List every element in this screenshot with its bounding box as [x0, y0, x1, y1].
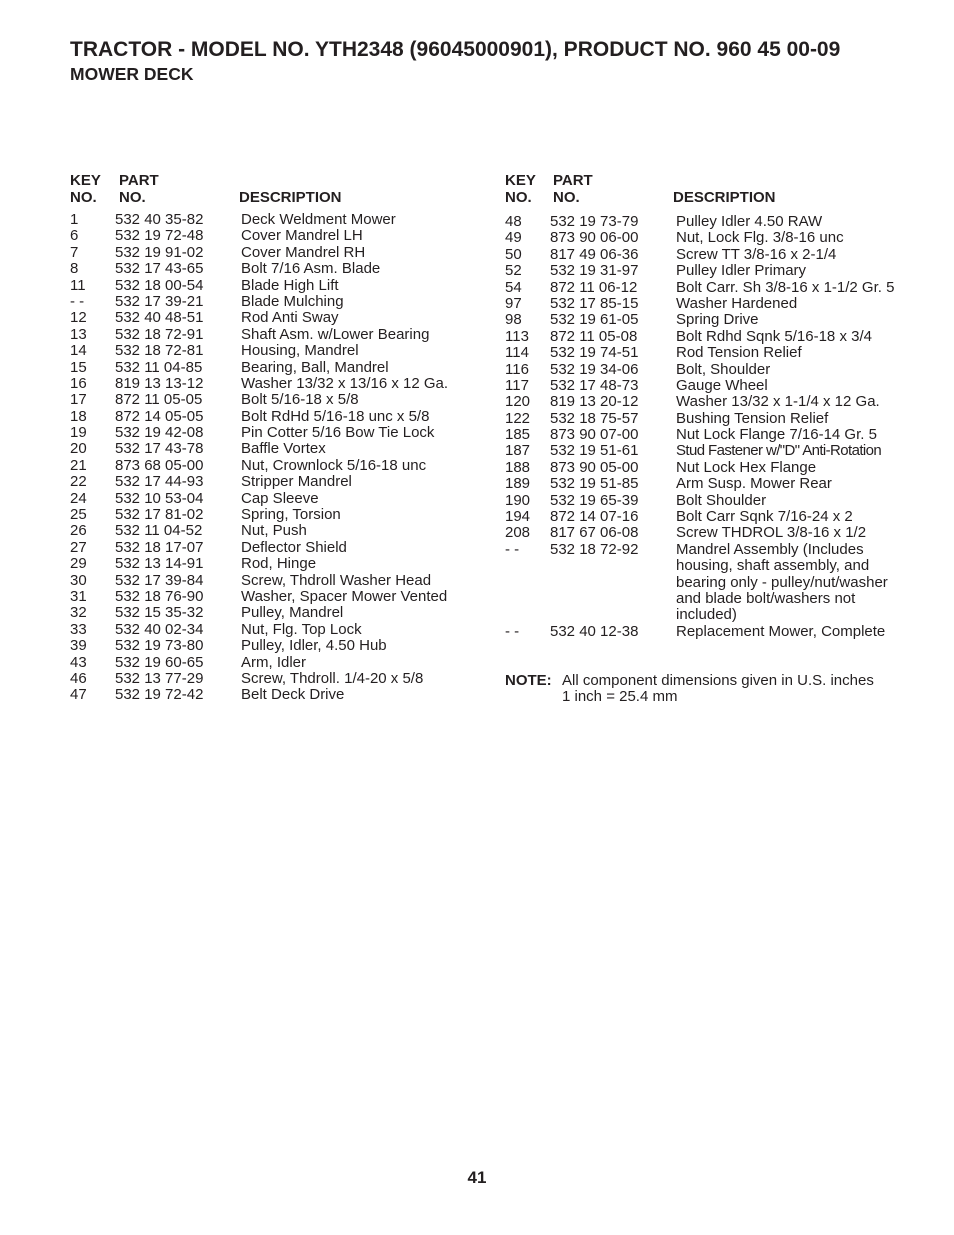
table-row	[70, 261, 470, 277]
key-number: 187	[505, 442, 531, 460]
part-description: Nut, Crownlock 5/16-18 unc	[241, 456, 427, 474]
key-number: 20	[70, 440, 87, 458]
description-header: DESCRIPTION	[239, 189, 342, 206]
part-number: 532 18 72-81	[115, 342, 204, 360]
table-row	[70, 327, 470, 343]
part-number: 532 19 51-61	[550, 442, 639, 460]
part-description: Pulley Idler Primary	[676, 262, 807, 280]
part-number: 532 19 65-39	[550, 491, 639, 509]
part-description: Spring Drive	[676, 311, 759, 329]
table-row	[505, 280, 910, 296]
key-number: 21	[70, 456, 87, 474]
key-number: 19	[70, 424, 87, 442]
key-number: 52	[505, 262, 522, 280]
part-number: 532 19 72-42	[115, 686, 204, 704]
part-description: Arm, Idler	[241, 653, 307, 671]
part-number: 873 90 05-00	[550, 458, 639, 476]
key-number: 190	[505, 491, 531, 509]
part-number: 532 19 72-48	[115, 227, 204, 245]
part-number: 532 19 42-08	[115, 424, 204, 442]
table-row	[505, 525, 910, 541]
table-row	[70, 409, 470, 425]
part-description: Spring, Torsion	[241, 506, 341, 524]
part-number: 532 18 72-92	[550, 540, 639, 558]
part-description: Blade Mulching	[241, 292, 344, 310]
table-row	[505, 542, 910, 558]
part-number: 532 40 48-51	[115, 309, 204, 327]
part-description: Screw TT 3/8-16 x 2-1/4	[676, 245, 837, 263]
key-number: 49	[505, 229, 522, 247]
key-number: 30	[70, 571, 87, 589]
part-number: 532 19 61-05	[550, 311, 639, 329]
part-description: Arm Susp. Mower Rear	[676, 475, 832, 493]
table-header	[505, 172, 910, 212]
table-row	[70, 212, 470, 228]
part-description: Stud Fastener w/"D" Anti-Rotation	[676, 442, 882, 460]
part-description: included)	[676, 606, 737, 624]
part-description: Replacement Mower, Complete	[676, 622, 886, 640]
table-row	[505, 460, 910, 476]
parts-table-right	[505, 172, 910, 640]
part-number: 532 17 39-21	[115, 292, 204, 310]
table-row	[505, 263, 910, 279]
part-description: Housing, Mandrel	[241, 342, 359, 360]
table-row	[505, 312, 910, 328]
part-description: Washer 13/32 x 13/16 x 12 Ga.	[241, 374, 449, 392]
part-number: 532 40 35-82	[115, 211, 204, 228]
key-number: 18	[70, 407, 87, 425]
part-description: Nut Lock Hex Flange	[676, 458, 817, 476]
part-number: 873 90 07-00	[550, 426, 639, 444]
part-description: Washer, Spacer Mower Vented	[241, 587, 448, 605]
part-number: 532 17 43-65	[115, 260, 204, 278]
key-number: 31	[70, 587, 87, 605]
part-number: 817 49 06-36	[550, 245, 639, 263]
table-row	[505, 427, 910, 443]
part-number: 532 19 73-80	[115, 637, 204, 655]
key-number: 29	[70, 555, 87, 573]
part-header-line2: NO.	[553, 189, 580, 206]
table-row	[70, 458, 470, 474]
part-description: Bushing Tension Relief	[676, 409, 829, 427]
table-row	[70, 425, 470, 441]
table-row	[505, 591, 910, 607]
part-description: Bolt Carr Sqnk 7/16-24 x 2	[676, 508, 853, 526]
key-number: 122	[505, 409, 531, 427]
table-row	[505, 296, 910, 312]
part-number: 532 19 31-97	[550, 262, 639, 280]
table-row	[505, 575, 910, 591]
table-row	[70, 523, 470, 539]
part-number: 872 14 07-16	[550, 508, 639, 526]
key-number: 14	[70, 342, 87, 360]
part-description: housing, shaft assembly, and	[676, 557, 870, 575]
part-description: Bolt RdHd 5/16-18 unc x 5/8	[241, 407, 430, 425]
part-description: Belt Deck Drive	[241, 686, 345, 704]
table-row	[70, 671, 470, 687]
key-number: 189	[505, 475, 531, 493]
key-number: 22	[70, 473, 87, 491]
table-row	[70, 605, 470, 621]
key-number: 6	[70, 227, 79, 245]
table-row	[505, 411, 910, 427]
table-row	[70, 376, 470, 392]
key-number: 11	[70, 276, 86, 294]
part-description: Screw THDROL 3/8-16 x 1/2	[676, 524, 867, 542]
part-description: Rod Tension Relief	[676, 344, 802, 362]
key-header-line1: KEY	[70, 172, 101, 189]
table-row	[70, 441, 470, 457]
part-number: 532 18 17-07	[115, 538, 204, 556]
page-title: TRACTOR - MODEL NO. YTH2348 (96045000901), PRODUCT NO. 960 45 00-09	[70, 38, 841, 61]
table-row	[70, 622, 470, 638]
part-number: 532 10 53-04	[115, 489, 204, 507]
part-description: Baffle Vortex	[241, 440, 326, 458]
parts-table-left	[70, 172, 470, 704]
part-number: 532 18 76-90	[115, 587, 204, 605]
key-number: 188	[505, 458, 531, 476]
key-number: 7	[70, 243, 79, 261]
key-number: 26	[70, 522, 87, 540]
part-number: 532 18 00-54	[115, 276, 204, 294]
part-number: 532 19 60-65	[115, 653, 204, 671]
note-line2: 1 inch = 25.4 mm	[562, 688, 678, 706]
part-description: Bolt, Shoulder	[676, 360, 771, 378]
part-number: 872 11 06-12	[550, 278, 638, 296]
part-description: Blade High Lift	[241, 276, 339, 294]
table-row	[70, 310, 470, 326]
table-row	[505, 624, 910, 640]
table-header	[70, 172, 470, 212]
table-row	[70, 245, 470, 261]
key-number: 113	[505, 327, 529, 345]
key-number: 116	[505, 360, 529, 378]
table-row	[505, 493, 910, 509]
key-number: 27	[70, 538, 87, 556]
part-number: 819 13 20-12	[550, 393, 639, 411]
part-description: Rod Anti Sway	[241, 309, 339, 327]
table-row	[505, 443, 910, 459]
part-number: 532 17 39-84	[115, 571, 204, 589]
key-number: 16	[70, 374, 87, 392]
part-number: 872 11 05-05	[115, 391, 203, 409]
part-description: Deck Weldment Mower	[241, 211, 396, 228]
part-description: Nut Lock Flange 7/16-14 Gr. 5	[676, 426, 877, 444]
part-description: Bolt 5/16-18 x 5/8	[241, 391, 359, 409]
part-description: Pin Cotter 5/16 Bow Tie Lock	[241, 424, 435, 442]
table-row	[70, 491, 470, 507]
part-number: 532 11 04-85	[115, 358, 203, 376]
table-row	[70, 474, 470, 490]
part-description: Bolt Shoulder	[676, 491, 767, 509]
table-row	[505, 394, 910, 410]
key-number: 208	[505, 524, 531, 542]
key-number: 25	[70, 506, 87, 524]
part-number: 532 15 35-32	[115, 604, 204, 622]
key-number: 33	[70, 620, 87, 638]
parts-rows-left	[70, 212, 470, 704]
table-row	[70, 278, 470, 294]
part-description: Pulley Idler 4.50 RAW	[676, 213, 823, 230]
part-description: Deflector Shield	[241, 538, 347, 556]
part-number: 532 13 14-91	[115, 555, 204, 573]
part-number: 532 18 72-91	[115, 325, 204, 343]
key-number: 12	[70, 309, 87, 327]
part-number: 532 19 74-51	[550, 344, 639, 362]
key-number: 120	[505, 393, 531, 411]
part-description: Shaft Asm. w/Lower Bearing	[241, 325, 430, 343]
part-description: Nut, Flg. Top Lock	[241, 620, 362, 638]
key-header-line1: KEY	[505, 172, 536, 189]
part-description: Screw, Thdroll. 1/4-20 x 5/8	[241, 669, 424, 687]
key-header-line2: NO.	[70, 189, 97, 206]
key-number: - -	[70, 292, 85, 310]
key-number: 1	[70, 211, 79, 228]
part-description: Cover Mandrel LH	[241, 227, 363, 245]
part-number: 532 17 43-78	[115, 440, 204, 458]
part-description: Mandrel Assembly (Includes	[676, 540, 864, 558]
part-description: Gauge Wheel	[676, 376, 768, 394]
table-row	[505, 509, 910, 525]
key-number: 43	[70, 653, 87, 671]
description-header: DESCRIPTION	[673, 189, 776, 206]
part-description: Washer 13/32 x 1-1/4 x 12 Ga.	[676, 393, 880, 411]
part-number: 532 19 51-85	[550, 475, 639, 493]
table-row	[70, 392, 470, 408]
part-number: 532 13 77-29	[115, 669, 204, 687]
part-number: 532 19 91-02	[115, 243, 204, 261]
part-description: bearing only - pulley/nut/washer	[676, 573, 888, 591]
part-description: Pulley, Idler, 4.50 Hub	[241, 637, 387, 655]
key-number: - -	[505, 622, 520, 640]
table-row	[70, 556, 470, 572]
key-number: 114	[505, 344, 529, 362]
table-row	[70, 573, 470, 589]
table-row	[70, 360, 470, 376]
key-number: 98	[505, 311, 522, 329]
part-number: 532 17 48-73	[550, 376, 639, 394]
part-description: Nut, Push	[241, 522, 307, 540]
section-subtitle: MOWER DECK	[70, 64, 194, 84]
part-number: 872 14 05-05	[115, 407, 204, 425]
part-description: Bolt Carr. Sh 3/8-16 x 1-1/2 Gr. 5	[676, 278, 895, 296]
part-header-line2: NO.	[119, 189, 146, 206]
key-number: 32	[70, 604, 87, 622]
key-header-line2: NO.	[505, 189, 532, 206]
key-number: 47	[70, 686, 87, 704]
table-row	[70, 507, 470, 523]
part-number: 532 40 02-34	[115, 620, 204, 638]
key-number: 46	[70, 669, 87, 687]
part-description: Washer Hardened	[676, 294, 798, 312]
key-number: 39	[70, 637, 87, 655]
part-number: 872 11 05-08	[550, 327, 638, 345]
part-description: Cap Sleeve	[241, 489, 319, 507]
part-header-line1: PART	[119, 172, 159, 189]
part-number: 817 67 06-08	[550, 524, 639, 542]
key-number: 97	[505, 294, 522, 312]
key-number: 8	[70, 260, 79, 278]
table-row	[505, 378, 910, 394]
part-number: 532 17 81-02	[115, 506, 204, 524]
part-number: 873 68 05-00	[115, 456, 204, 474]
page-number: 41	[467, 1168, 487, 1187]
key-number: 17	[70, 391, 87, 409]
note-line1: All component dimensions given in U.S. inches	[562, 672, 874, 689]
part-number: 532 11 04-52	[115, 522, 203, 540]
key-number: 24	[70, 489, 87, 507]
key-number: 15	[70, 358, 87, 376]
part-number: 532 17 85-15	[550, 294, 639, 312]
part-number: 532 40 12-38	[550, 622, 639, 640]
part-description: Stripper Mandrel	[241, 473, 352, 491]
key-number: - -	[505, 540, 520, 558]
key-number: 48	[505, 213, 522, 230]
table-row	[505, 230, 910, 246]
part-header-line1: PART	[553, 172, 593, 189]
table-row	[70, 589, 470, 605]
part-number: 873 90 06-00	[550, 229, 639, 247]
table-row	[70, 687, 470, 703]
table-row	[70, 638, 470, 654]
part-number: 819 13 13-12	[115, 374, 204, 392]
part-description: Nut, Lock Flg. 3/8-16 unc	[676, 229, 844, 247]
part-description: Bearing, Ball, Mandrel	[241, 358, 389, 376]
table-row	[505, 345, 910, 361]
table-row	[70, 228, 470, 244]
part-description: Bolt 7/16 Asm. Blade	[241, 260, 381, 278]
table-row	[70, 655, 470, 671]
part-description: Screw, Thdroll Washer Head	[241, 571, 432, 589]
key-number: 13	[70, 325, 87, 343]
part-description: Bolt Rdhd Sqnk 5/16-18 x 3/4	[676, 327, 872, 345]
part-number: 532 18 75-57	[550, 409, 639, 427]
table-row	[505, 558, 910, 574]
table-row	[505, 329, 910, 345]
table-row	[505, 362, 910, 378]
part-description: Rod, Hinge	[241, 555, 317, 573]
table-row	[70, 294, 470, 310]
part-description: Cover Mandrel RH	[241, 243, 366, 261]
table-row	[505, 607, 910, 623]
key-number: 185	[505, 426, 531, 444]
part-number: 532 19 34-06	[550, 360, 639, 378]
part-description: and blade bolt/washers not	[676, 589, 856, 607]
table-row	[70, 343, 470, 359]
key-number: 194	[505, 508, 531, 526]
table-row	[505, 247, 910, 263]
key-number: 117	[505, 376, 529, 394]
key-number: 50	[505, 245, 522, 263]
parts-rows-right	[505, 214, 910, 640]
note-label: NOTE:	[505, 672, 552, 689]
part-number: 532 19 73-79	[550, 213, 639, 230]
table-row	[505, 476, 910, 492]
table-row	[505, 214, 910, 230]
table-row	[70, 540, 470, 556]
part-number: 532 17 44-93	[115, 473, 204, 491]
part-description: Pulley, Mandrel	[241, 604, 344, 622]
key-number: 54	[505, 278, 522, 296]
